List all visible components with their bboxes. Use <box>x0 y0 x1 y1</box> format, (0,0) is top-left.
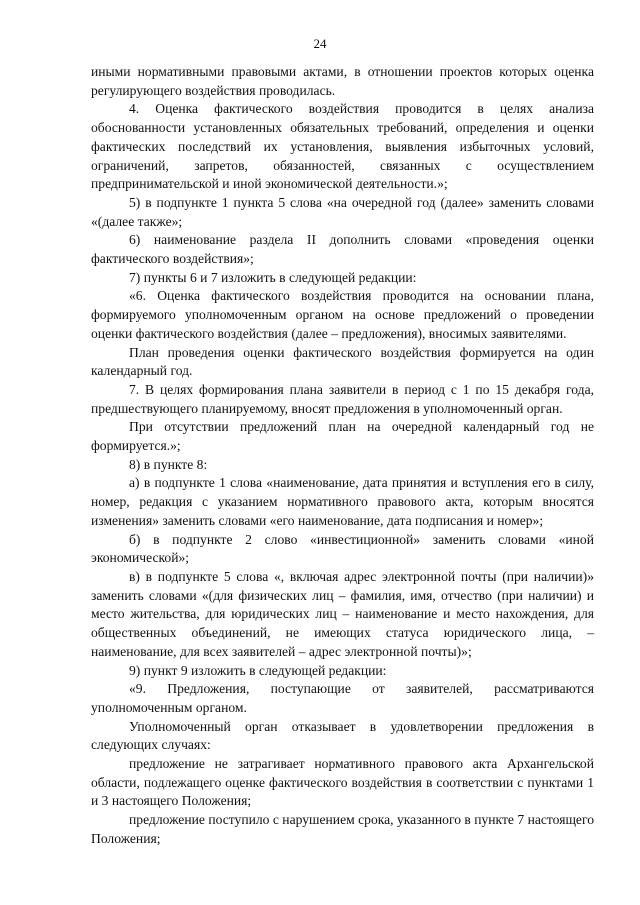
paragraph-no-proposals: При отсутствии предложений план на очередной календарный год не формируется.»; <box>91 419 594 454</box>
paragraph-refusal-cases: Уполномоченный орган отказывает в удовлетворении предложения в следующих случаях: <box>91 718 594 753</box>
paragraph-continuation: иными нормативными правовыми актами, в отношении проектов которых оценка регулирующего воздействия проводилась. <box>91 64 594 98</box>
paragraph-subitem-7: 7) пункты 6 и 7 изложить в следующей редакции: <box>129 269 417 285</box>
document-body <box>91 63 594 849</box>
paragraph-subitem-5: 5) в подпункте 1 пункта 5 слова «на очередной год (далее» заменить словами «(далее также»; <box>91 194 594 229</box>
page-number: 24 <box>313 36 327 51</box>
paragraph-new-item-9: «9. Предложения, поступающие от заявителей, рассматриваются уполномоченным органом. <box>91 681 594 715</box>
paragraph-subitem-8v: в) в подпункте 5 слова «, включая адрес электронной почты (при наличии)» заменить словами «(для физических лиц – фамилия, имя, отчество (при наличии) и место жительства, для юридических лиц – наименование и место нахождения, для общественных объединений, не имеющих статуса юридического лица, – наименование, для всех заявителей – адрес электронной почты)»; <box>91 568 594 659</box>
paragraph-refusal-case-1: предложение не затрагивает нормативного правового акта Архангельской области, подлежащего оценке фактического воздействия в соответствии с пунктами 1 и 3 настоящего Положения; <box>91 756 594 809</box>
paragraph-plan-period: План проведения оценки фактического воздействия формируется на один календарный год. <box>91 344 594 379</box>
paragraph-refusal-case-2: предложение поступило с нарушением срока, указанного в пункте 7 настоящего Положения; <box>91 812 594 846</box>
paragraph-subitem-9: 9) пункт 9 изложить в следующей редакции: <box>129 662 387 678</box>
paragraph-new-item-7: 7. В целях формирования плана заявители в период с 1 по 15 декабря года, предшествующего планируемому, вносят предложения в уполномоченный орган. <box>91 381 594 416</box>
paragraph-subitem-8: 8) в пункте 8: <box>129 456 208 472</box>
paragraph-subitem-8b: б) в подпункте 2 слово «инвестиционной» заменить словами «иной экономической»; <box>91 531 594 566</box>
paragraph-subitem-6: 6) наименование раздела II дополнить словами «проведения оценки фактического воздействия»; <box>91 232 594 267</box>
paragraph-new-item-6: «6. Оценка фактического воздействия проводится на основании плана, формируемого уполномоченным органом на основе предложений о проведении оценки фактического воздействия (далее – предложения), вносимых заявителями. <box>91 288 594 341</box>
paragraph-item-4: 4. Оценка фактического воздействия проводится в целях анализа обоснованности установленных обязательных требований, определения и оценки фактических последствий их установления, выявления избыточных условий, ограничений, запретов, обязанностей, связанных с осуществлением предпринимательской и иной экономической деятельности.»; <box>91 101 594 192</box>
paragraph-subitem-8a: а) в подпункте 1 слова «наименование, дата принятия и вступления его в силу, номер, редакция с указанием нормативного правового акта, которым вносятся изменения» заменить словами «его наименование, дата подписания и номер»; <box>91 475 594 528</box>
